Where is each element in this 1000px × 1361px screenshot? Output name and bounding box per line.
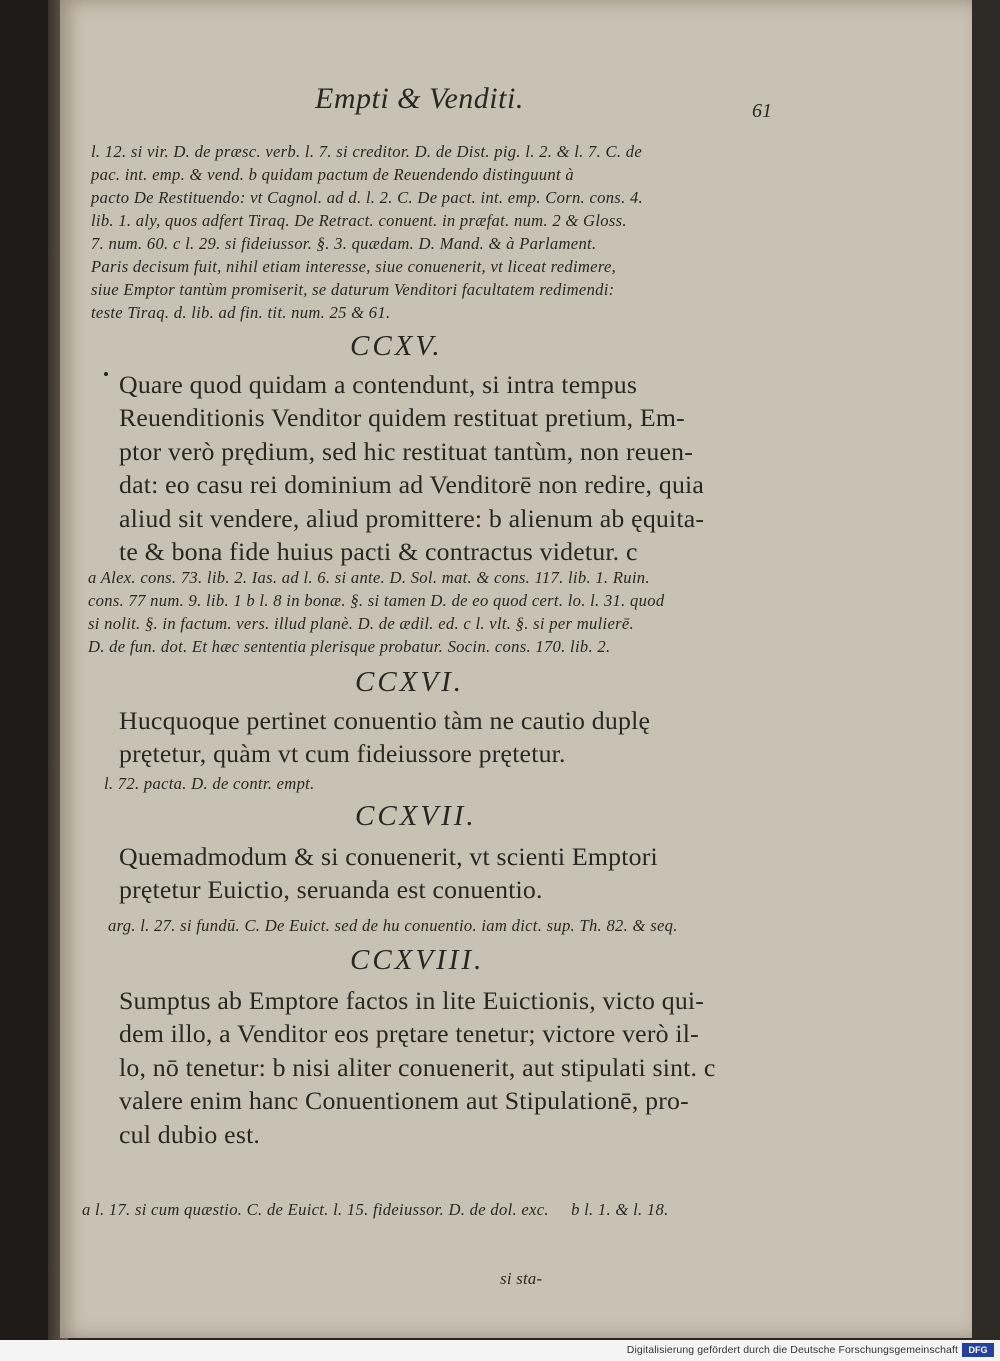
body-line: lo, nō tenetur: b nisi aliter conuenerit, aut stipulati sint. c [119,1052,716,1082]
section-notes [88,566,664,658]
body-line: prętetur Euictio, seruanda est conuentio. [119,875,543,905]
note-line: cons. 77 num. 9. lib. 1 b l. 8 in bonæ. §. si tamen D. de eo quod cert. lo. l. 31. quod [88,591,665,610]
section-heading: CCXVIII. [350,944,485,976]
body-line: dat: eo casu rei dominium ad Venditorē non redire, quia [119,470,705,500]
dfg-logo: DFG [962,1343,994,1357]
digitization-footer [0,1340,1000,1361]
note-line: teste Tiraq. d. lib. ad fin. tit. num. 25 & 61. [91,303,391,322]
section-notes [104,772,315,795]
note-line: 7. num. 60. c l. 29. si fideiussor. §. 3. quædam. D. Mand. & à Parlament. [91,234,597,253]
section-body [119,368,704,568]
book-page [60,0,972,1338]
body-line: te & bona fide huius pacti & contractus videtur. c [119,537,638,567]
body-line: ptor verò prędium, sed hic restituat tantùm, non reuen- [119,436,694,466]
body-line: cul dubio est. [119,1119,261,1149]
note-block-top [91,140,643,324]
section-body [119,704,650,771]
note-line: arg. l. 27. si fundū. C. De Euict. sed de hu conuentio. iam dict. sup. Th. 82. & seq. [108,916,678,935]
section-heading: CCXV. [350,330,443,362]
note-line: a l. 17. si cum quæstio. C. de Euict. l. 15. fideiussor. D. de dol. exc. b l. 1. & l. 18. [82,1200,669,1219]
funding-notice: Digitalisierung gefördert durch die Deutsche Forschungsgemeinschaft [626,1344,958,1356]
ink-dot [104,372,108,376]
body-line: Reuenditionis Venditor quidem restituat pretium, Em- [119,403,685,433]
note-line: lib. 1. aly, quos adfert Tiraq. De Retract. conuent. in præfat. num. 2 & Gloss. [91,211,627,230]
body-line: dem illo, a Venditor eos prętare tenetur; victore verò il- [119,1019,699,1049]
section-body [119,840,658,907]
running-head: Empti & Venditi. [315,82,524,115]
note-line: siue Emptor tantùm promiserit, se daturum Venditori facultatem redimendi: [91,280,615,299]
note-line: l. 12. si vir. D. de præsc. verb. l. 7. si creditor. D. de Dist. pig. l. 2. & l. 7. C. de [91,142,643,161]
body-line: prętetur, quàm vt cum fideiussore prętetur. [119,739,566,769]
note-line: Paris decisum fuit, nihil etiam interesse, siue conuenerit, vt liceat redimere, [91,257,617,276]
section-heading: CCXVII. [355,800,477,832]
note-line: a Alex. cons. 73. lib. 2. Ias. ad l. 6. si ante. D. Sol. mat. & cons. 117. lib. 1. Ruin. [88,568,650,587]
section-body [119,984,715,1151]
page-number: 61 [752,100,772,122]
note-line: si nolit. §. in factum. vers. illud planè. D. de ædil. ed. c l. vlt. §. si per mulierē. [88,614,634,633]
section-notes [108,914,678,937]
note-line: pacto De Restituendo: vt Cagnol. ad d. l. 2. C. De pact. int. emp. Corn. cons. 4. [91,188,644,207]
body-line: Quare quod quidam a contendunt, si intra tempus [119,370,638,399]
section-notes [82,1152,669,1336]
note-line: si sta- [82,1269,543,1288]
body-line: Quemadmodum & si conuenerit, vt scienti Emptori [119,842,658,871]
note-line: l. 72. pacta. D. de contr. empt. [104,774,315,793]
body-line: Sumptus ab Emptore factos in lite Euictionis, victo qui- [119,986,705,1015]
body-line: valere enim hanc Conuentionem aut Stipulationē, pro- [119,1086,689,1116]
body-line: aliud sit vendere, aliud promittere: b alienum ab ęquita- [119,503,705,533]
note-line: D. de fun. dot. Et hæc sententia plerisque probatur. Socin. cons. 170. lib. 2. [88,637,611,656]
section-heading: CCXVI. [355,666,465,698]
scan-background-right [972,0,1000,1340]
note-line: pac. int. emp. & vend. b quidam pactum de Reuendendo distinguunt à [91,165,574,184]
body-line: Hucquoque pertinet conuentio tàm ne cautio duplę [119,706,651,735]
